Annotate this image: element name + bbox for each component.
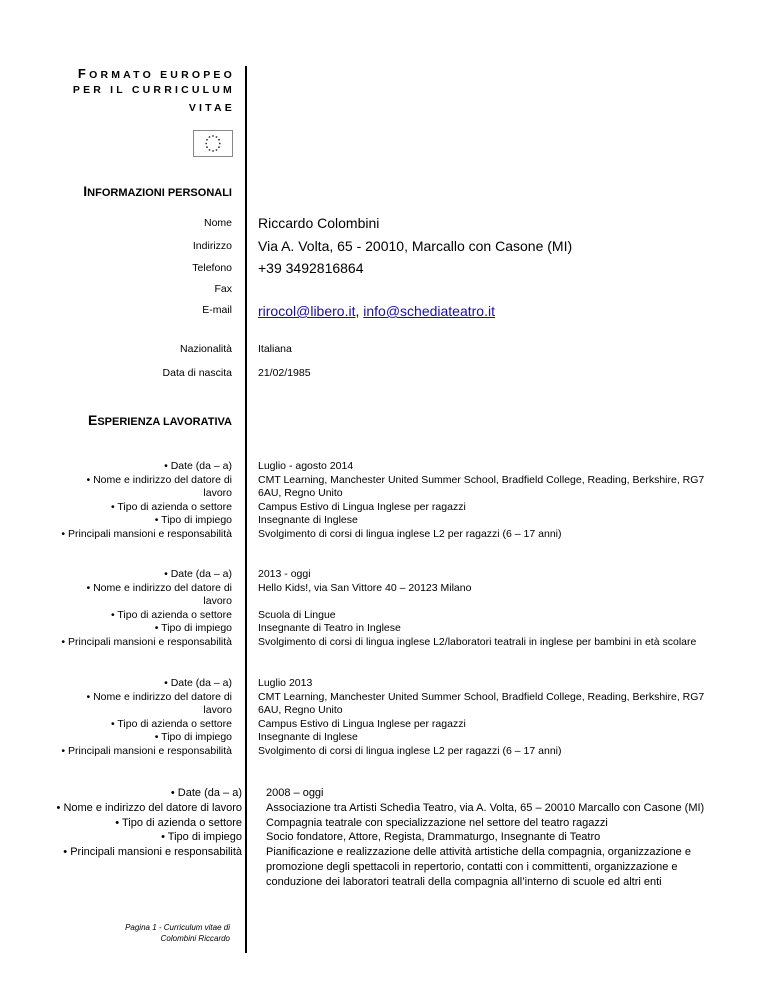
label-employer: • Nome e indirizzo del datore di lavoro xyxy=(56,801,242,814)
label-position: • Tipo di impiego xyxy=(154,514,232,527)
entry-sector: Scuola di Lingue xyxy=(258,608,336,621)
label-employer-cont: lavoro xyxy=(203,595,232,608)
entry4-values xyxy=(266,786,704,890)
entry1-labels xyxy=(61,460,232,542)
label-dates: • Date (da – a) xyxy=(170,787,242,799)
entry-employer: Hello Kids!, via San Vittore 40 – 20123 Milano xyxy=(258,581,472,594)
label-nationality: Nazionalità xyxy=(180,343,232,355)
entry-sector: Campus Estivo di Lingua Inglese per ragazzi xyxy=(258,500,466,513)
section-work-experience: ESPERIENZA LAVORATIVA xyxy=(88,412,232,428)
entry-duties-cont2: conduzione dei laboratori teatrali della compagnia all’interno di scuole ed altri enti xyxy=(266,875,662,888)
label-fax: Fax xyxy=(214,283,232,295)
entry-employer-cont: 6AU, Regno Unito xyxy=(258,487,343,500)
value-nationality: Italiana xyxy=(258,343,292,355)
label-sector: • Tipo di azienda o settore xyxy=(110,500,232,513)
label-employer: • Nome e indirizzo del datore di xyxy=(86,690,232,703)
value-email: rirocol@libero.it, info@schediateatro.it xyxy=(258,303,495,319)
cv-title-line2: PER IL CURRICULUM xyxy=(72,84,235,96)
entry-employer: Associazione tra Artisti Schedìa Teatro, via A. Volta, 65 – 20010 Marcallo con Casone (MI) xyxy=(266,801,705,814)
label-employer-cont: lavoro xyxy=(203,487,232,500)
value-name: Riccardo Colombini xyxy=(258,215,380,231)
entry-duties: Pianificazione e realizzazione delle attività artistiche della compagnia, organizzazione e xyxy=(266,846,691,859)
entry-position: Socio fondatore, Attore, Regista, Drammaturgo, Insegnante di Teatro xyxy=(266,831,601,844)
entry-sector: Compagnia teatrale con specializzazione nel settore del teatro ragazzi xyxy=(266,816,608,829)
label-phone: Telefono xyxy=(192,262,232,274)
entry-position: Insegnante di Teatro in Inglese xyxy=(258,622,401,635)
entry-position: Insegnante di Inglese xyxy=(258,731,358,744)
entry-dates: 2008 – oggi xyxy=(266,787,324,799)
label-position: • Tipo di impiego xyxy=(154,731,232,744)
label-duties: • Principali mansioni e responsabilità xyxy=(61,527,232,540)
label-employer: • Nome e indirizzo del datore di xyxy=(86,473,232,486)
entry-duties: Svolgimento di corsi di lingua inglese L2 per ragazzi (6 – 17 anni) xyxy=(258,744,562,757)
value-birthdate: 21/02/1985 xyxy=(258,367,311,379)
entry2-labels xyxy=(61,568,232,650)
label-sector: • Tipo di azienda o settore xyxy=(110,608,232,621)
value-address: Via A. Volta, 65 - 20010, Marcallo con Casone (MI) xyxy=(258,238,573,254)
entry4-labels xyxy=(57,786,242,860)
spacer xyxy=(258,595,696,609)
entry-sector: Campus Estivo di Lingua Inglese per ragazzi xyxy=(258,717,466,730)
value-phone: +39 3492816864 xyxy=(258,260,364,276)
label-position: • Tipo di impiego xyxy=(161,831,242,844)
entry-employer: CMT Learning, Manchester United Summer School, Bradfield College, Reading, Berkshire, RG7 xyxy=(258,690,705,703)
email-link-1[interactable]: rirocol@libero.it xyxy=(258,303,356,319)
label-employer-cont: lavoro xyxy=(203,704,232,717)
footer-line1: Pagina 1 - Curriculum vitae di xyxy=(125,923,230,932)
label-duties: • Principali mansioni e responsabilità xyxy=(63,846,242,859)
label-sector: • Tipo di azienda o settore xyxy=(110,717,232,730)
eu-flag-icon xyxy=(193,130,233,157)
footer-line2: Colombini Riccardo xyxy=(160,934,230,943)
label-name: Nome xyxy=(203,217,232,229)
label-address: Indirizzo xyxy=(192,240,232,252)
label-dates: • Date (da – a) xyxy=(164,568,232,580)
cv-title-line3: VITAE xyxy=(188,102,235,114)
section-personal-info: INFORMAZIONI PERSONALI xyxy=(83,183,232,199)
entry3-labels xyxy=(61,677,232,759)
label-sector: • Tipo di azienda o settore xyxy=(115,816,242,829)
label-dates: • Date (da – a) xyxy=(164,460,232,472)
column-divider xyxy=(245,66,247,953)
entry-dates: Luglio - agosto 2014 xyxy=(258,460,354,472)
email-link-2[interactable]: info@schediateatro.it xyxy=(363,303,495,319)
label-birthdate: Data di nascita xyxy=(162,367,232,379)
entry-position: Insegnante di Inglese xyxy=(258,514,358,527)
label-email: E-mail xyxy=(202,304,232,316)
entry1-values xyxy=(258,460,704,542)
entry3-values xyxy=(258,677,704,759)
label-duties: • Principali mansioni e responsabilità xyxy=(61,744,232,757)
entry-employer-cont: 6AU, Regno Unito xyxy=(258,704,343,717)
label-duties: • Principali mansioni e responsabilità xyxy=(61,635,232,648)
entry2-values xyxy=(258,568,696,650)
entry-employer: CMT Learning, Manchester United Summer School, Bradfield College, Reading, Berkshire, RG7 xyxy=(258,473,705,486)
label-employer: • Nome e indirizzo del datore di xyxy=(86,581,232,594)
entry-duties-cont: promozione degli spettacoli in repertorio, contatti con i committenti, organizzazione e xyxy=(266,860,678,873)
label-dates: • Date (da – a) xyxy=(164,677,232,689)
page-footer xyxy=(125,922,230,944)
cv-title-line1: FORMATO EUROPEO xyxy=(77,66,235,81)
entry-duties: Svolgimento di corsi di lingua inglese L2 per ragazzi (6 – 17 anni) xyxy=(258,527,562,540)
entry-dates: Luglio 2013 xyxy=(258,677,313,689)
entry-dates: 2013 - oggi xyxy=(258,568,311,580)
label-position: • Tipo di impiego xyxy=(154,622,232,635)
entry-duties: Svolgimento di corsi di lingua inglese L2/laboratori teatrali in inglese per bambini in età scolare xyxy=(258,635,697,648)
